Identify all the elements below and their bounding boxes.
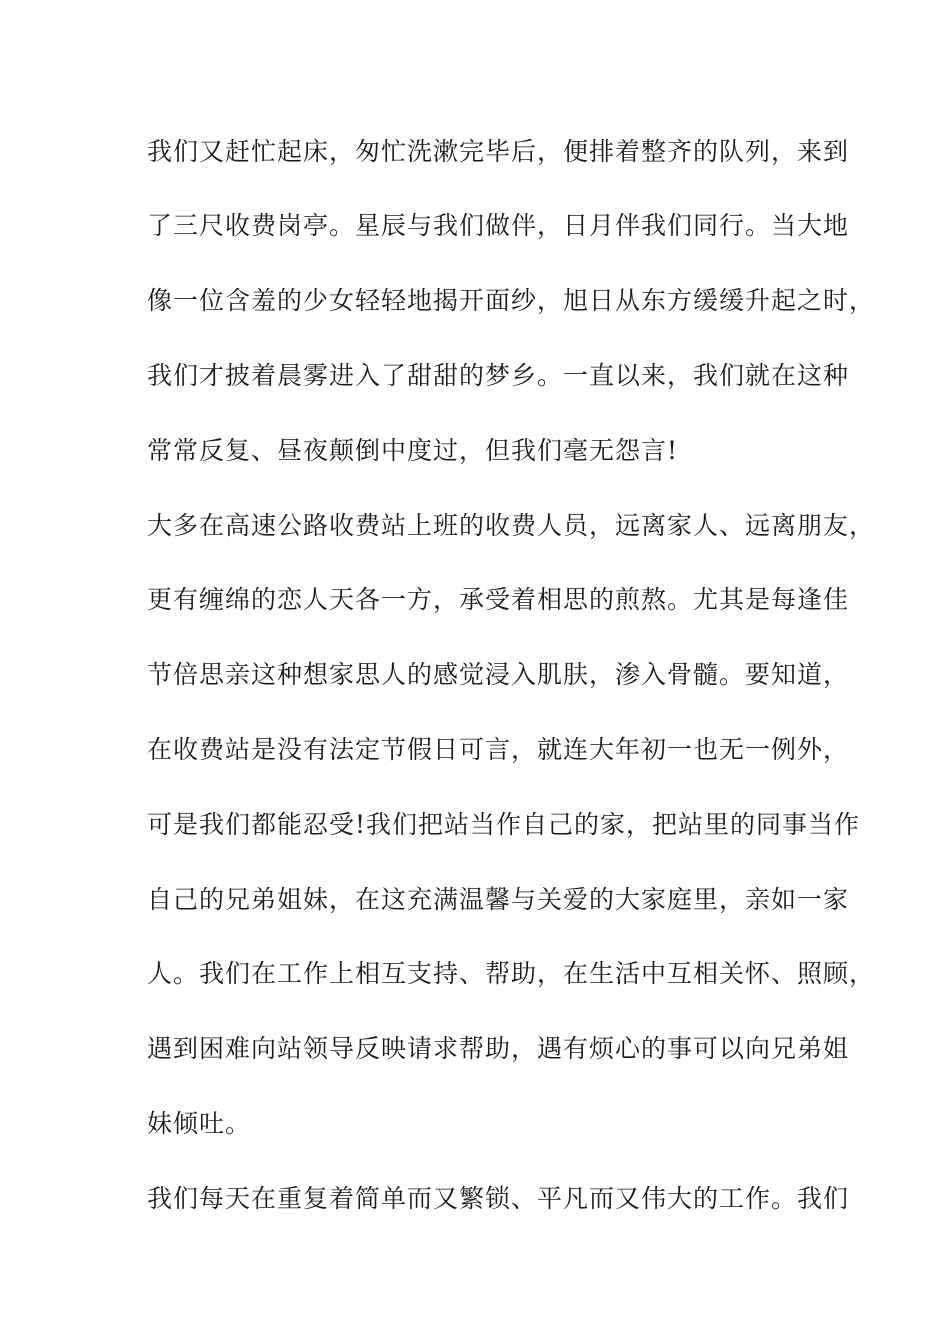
text-line: 妹倾吐。 [147, 1109, 252, 1138]
text-line: 人。我们在工作上相互支持、帮助，在生活中互相关怀、照顾， [147, 959, 876, 988]
text-line: 节倍思亲这种想家思人的感觉浸入肌肤，渗入骨髓。要知道， [147, 660, 850, 689]
text-line: 大多在高速公路收费站上班的收费人员，远离家人、远离朋友， [147, 511, 876, 540]
text-line: 更有缠绵的恋人天各一方，承受着相思的煎熬。尤其是每逢佳 [147, 585, 850, 614]
text-line: 常常反复、昼夜颠倒中度过，但我们毫无怨言! [147, 436, 679, 465]
text-line: 遇到困难向站领导反映请求帮助，遇有烦心的事可以向兄弟姐 [147, 1034, 850, 1063]
text-line: 在收费站是没有法定节假日可言，就连大年初一也无一例外， [147, 735, 850, 764]
text-line: 我们才披着晨雾进入了甜甜的梦乡。一直以来，我们就在这种 [147, 361, 850, 390]
text-line: 了三尺收费岗亭。星辰与我们做伴，日月伴我们同行。当大地 [147, 211, 850, 240]
text-line: 自己的兄弟姐妹，在这充满温馨与关爱的大家庭里，亲如一家 [147, 885, 850, 914]
text-line: 可是我们都能忍受!我们把站当作自己的家，把站里的同事当作 [147, 810, 861, 839]
text-line: 像一位含羞的少女轻轻地揭开面纱，旭日从东方缓缓升起之时， [147, 286, 876, 315]
text-line: 我们每天在重复着简单而又繁锁、平凡而又伟大的工作。我们 [147, 1184, 850, 1213]
text-line: 我们又赶忙起床，匆忙洗漱完毕后，便排着整齐的队列，来到 [147, 137, 850, 166]
